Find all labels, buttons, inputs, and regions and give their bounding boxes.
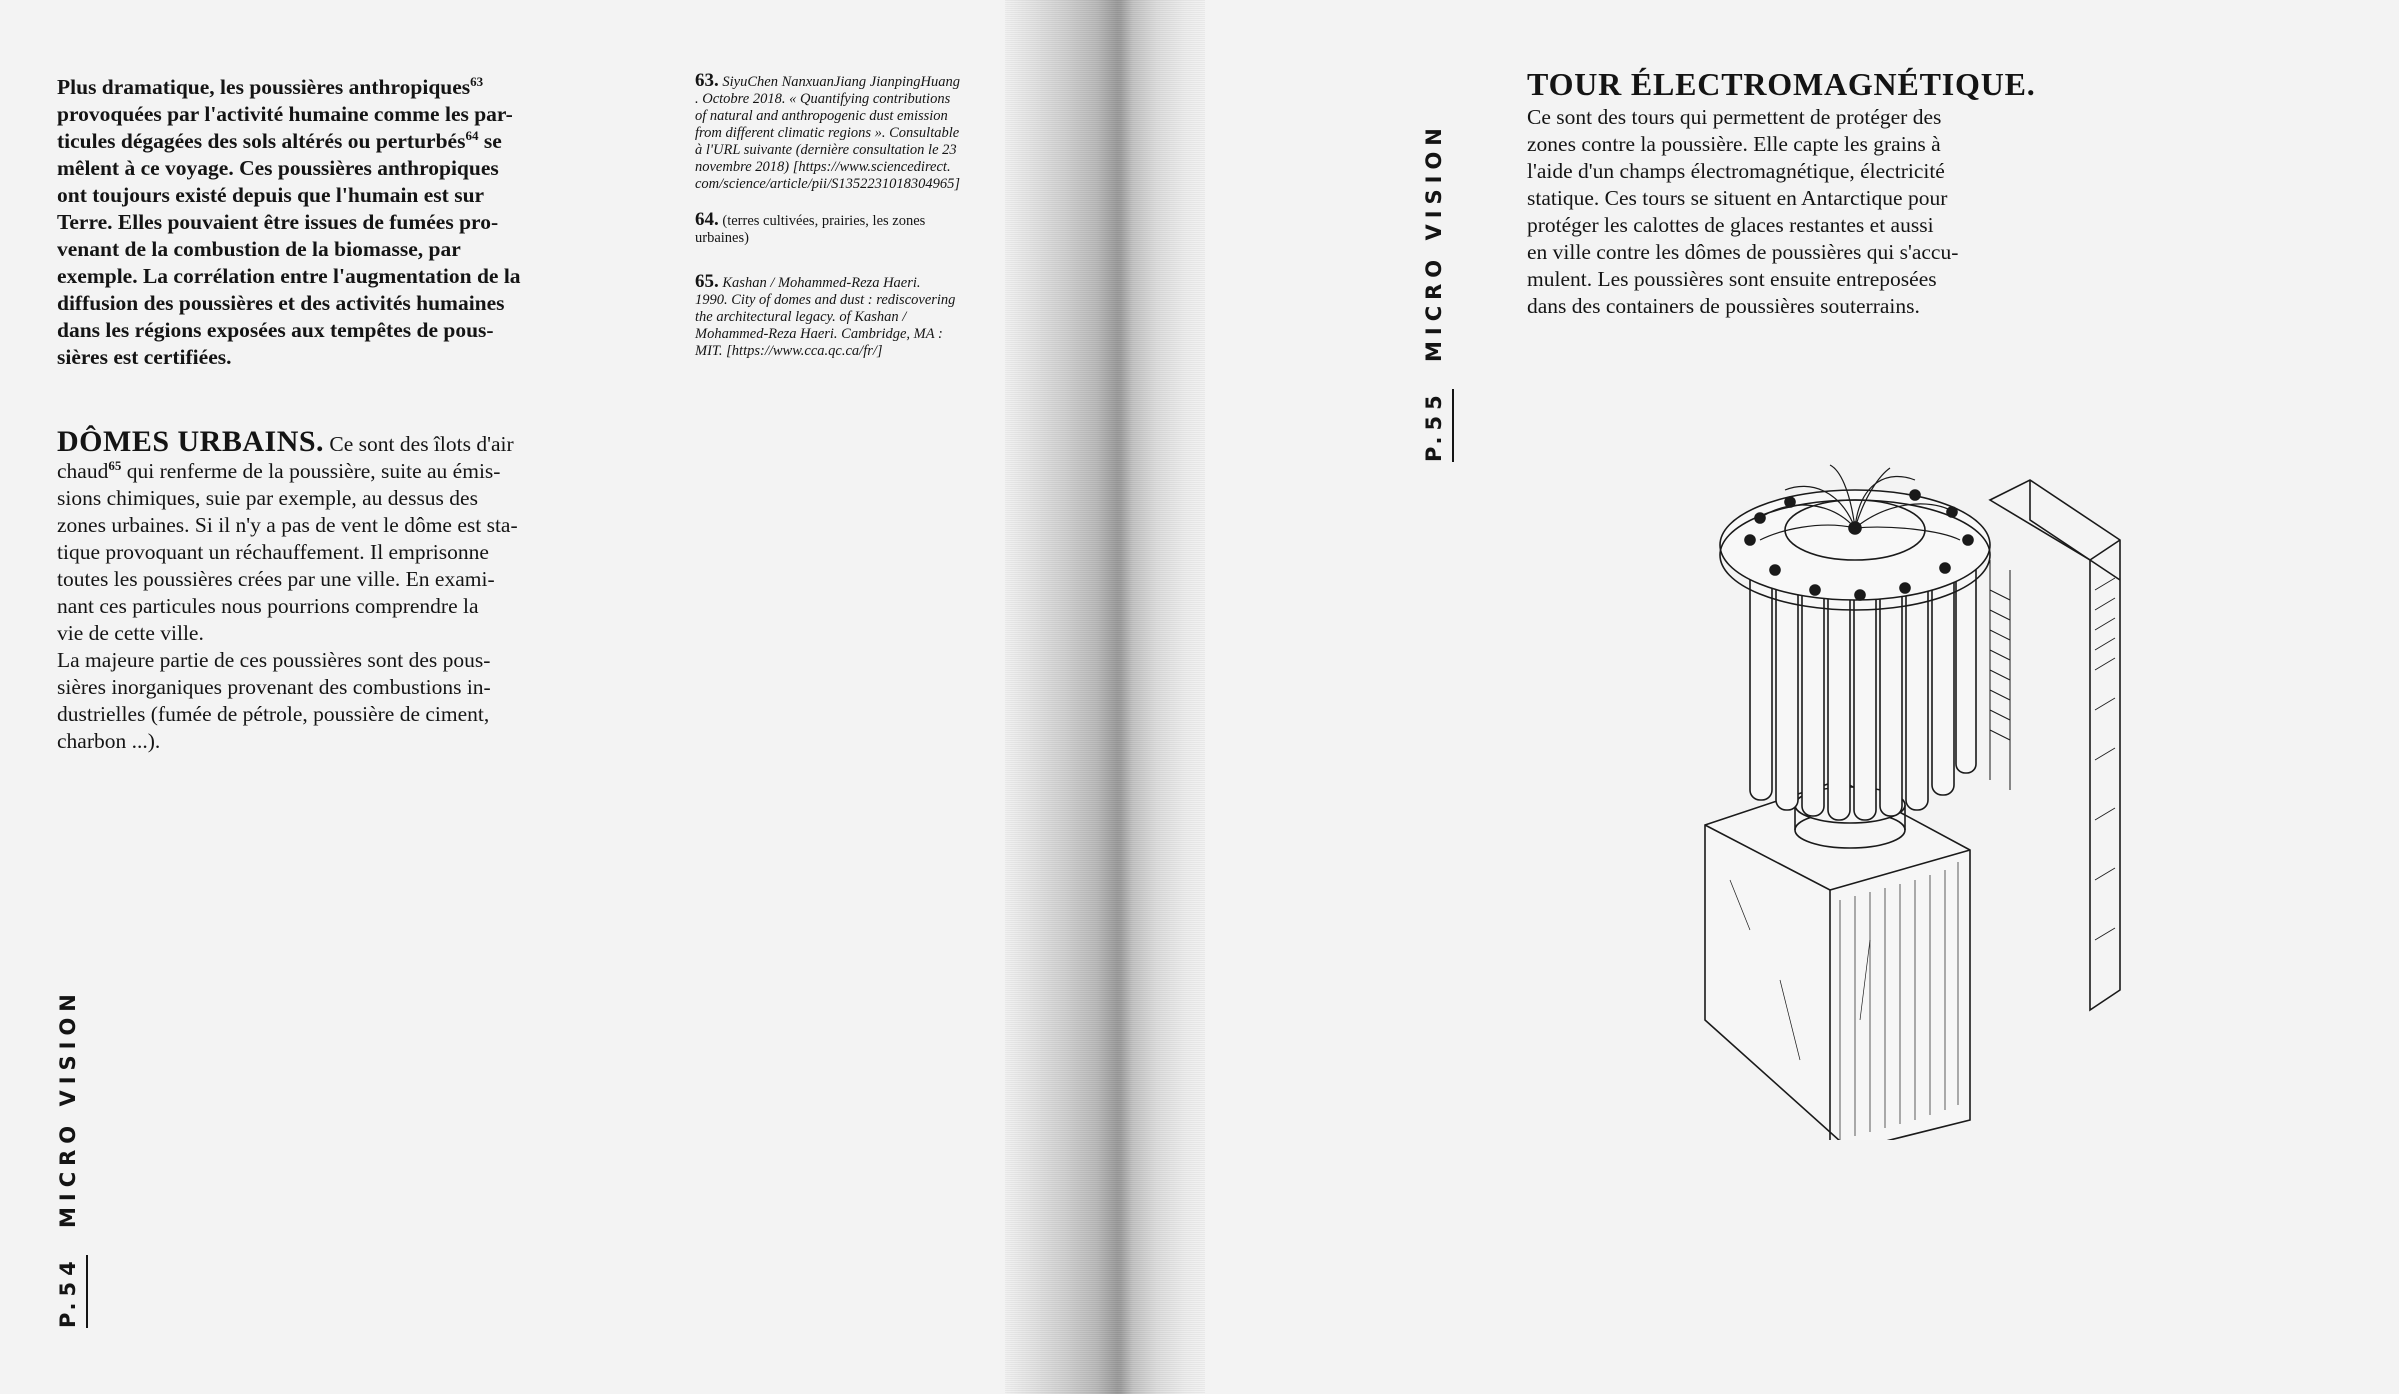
footnote-line: Mohammed-Reza Haeri. Cambridge, MA :: [695, 326, 943, 342]
section-label: MICRO VISION: [56, 988, 80, 1228]
footnote-line: of natural and anthropogenic dust emission: [695, 108, 948, 124]
footnote-line: the architectural legacy. of Kashan /: [695, 309, 907, 325]
section-label: MICRO VISION: [1422, 122, 1446, 362]
domes-line: DÔMES URBAINS. Ce sont des îlots d'air: [57, 425, 514, 458]
domes-line: toutes les poussières crées par une ville. En exami-: [57, 567, 495, 591]
tour-line: Ce sont des tours qui permettent de protéger des: [1527, 105, 1942, 129]
domes-line: nant ces particules nous pourrions comprendre la: [57, 594, 479, 618]
intro-line: ont toujours existé depuis que l'humain est sur: [57, 183, 485, 207]
footnote-line: . Octobre 2018. « Quantifying contributions: [695, 91, 951, 107]
footnote-line: SiyuChen NanxuanJiang JianpingHuang: [722, 74, 960, 90]
footnote-64: [695, 211, 995, 247]
tour-line: dans des containers de poussières souterrains.: [1527, 294, 1920, 318]
intro-line: Plus dramatique, les poussières anthropiques$^{63}$: [57, 73, 484, 99]
intro-line: dans les régions exposées aux tempêtes de pous-: [57, 318, 494, 342]
footnote-63: [695, 72, 995, 193]
tour-heading: TOUR ÉLECTROMAGNÉTIQUE.: [1527, 66, 2036, 102]
footnote-link[interactable]: MIT. [https://www.cca.qc.ca/fr/]: [695, 343, 883, 359]
page-number: P.54: [56, 1255, 88, 1328]
domes-line: sières inorganiques provenant des combustions in-: [57, 675, 491, 699]
domes-line: dustrielles (fumée de pétrole, poussière de ciment,: [57, 702, 490, 726]
tour-line: l'aide d'un champs électromagnétique, électricité: [1527, 159, 1945, 183]
footnote-line: from different climatic regions ». Consultable: [695, 125, 960, 141]
book-gutter: [1005, 0, 1205, 1394]
intro-line: venant de la combustion de la biomasse, par: [57, 237, 461, 261]
page-label-right: [1422, 92, 1446, 462]
domes-line: La majeure partie de ces poussières sont des pous-: [57, 648, 491, 672]
footnote-line: Kashan / Mohammed-Reza Haeri.: [722, 275, 921, 291]
intro-line: provoquées par l'activité humaine comme les par-: [57, 102, 513, 126]
tour-line: mulent. Les poussières sont ensuite entreposées: [1527, 267, 1937, 291]
tour-line: protéger les calottes de glaces restantes et aussi: [1527, 213, 1934, 237]
tour-line: en ville contre les dômes de poussières qui s'accu-: [1527, 240, 1959, 264]
footnote-line: 1990. City of domes and dust : rediscovering: [695, 292, 956, 308]
intro-line: diffusion des poussières et des activités humaines: [57, 291, 505, 315]
intro-paragraph: [57, 74, 570, 371]
footnotes: [695, 72, 995, 378]
footnote-65: [695, 273, 995, 360]
footnote-number: 64.: [695, 209, 719, 230]
footnote-line: urbaines): [695, 230, 749, 246]
tour-paragraph: [1527, 104, 2039, 320]
footnote-line: (terres cultivées, prairies, les zones: [722, 213, 926, 229]
intro-line: Terre. Elles pouvaient être issues de fumées pro-: [57, 210, 499, 234]
domes-line: tique provoquant un réchauffement. Il emprisonne: [57, 540, 489, 564]
intro-line: sières est certifiées.: [57, 345, 232, 369]
intro-line: ticules dégagées des sols altérés ou perturbés$^{64}$ se: [57, 127, 502, 153]
footnote-number: 65.: [695, 271, 719, 292]
footnote-ref-63[interactable]: 63: [470, 73, 484, 89]
intro-line: exemple. La corrélation entre l'augmentation de la: [57, 264, 521, 288]
page-label-left: [56, 958, 80, 1328]
footnote-line: à l'URL suivante (dernière consultation le 23: [695, 142, 957, 158]
domes-urbains-section: [57, 425, 570, 755]
domes-line: chaud$^{65}$ qui renferme de la poussière, suite au émis-: [57, 457, 501, 483]
page-number: P.55: [1422, 389, 1454, 462]
domes-line: zones urbaines. Si il n'y a pas de vent le dôme est sta-: [57, 513, 518, 537]
tour-line: zones contre la poussière. Elle capte les grains à: [1527, 132, 1941, 156]
electromagnetic-tower-illustration: [1690, 460, 2150, 1140]
footnote-link[interactable]: com/science/article/pii/S1352231018304965]: [695, 176, 960, 192]
domes-line: charbon ...).: [57, 729, 161, 753]
tour-line: statique. Ces tours se situent en Antarctique pour: [1527, 186, 1948, 210]
domes-line: vie de cette ville.: [57, 621, 204, 645]
footnote-number: 63.: [695, 70, 719, 91]
footnote-ref-64[interactable]: 64: [465, 127, 479, 143]
intro-line: mêlent à ce voyage. Ces poussières anthropiques: [57, 156, 499, 180]
domes-heading: DÔMES URBAINS.: [57, 425, 325, 458]
footnote-link[interactable]: novembre 2018) [https://www.sciencedirect.: [695, 159, 951, 175]
footnote-ref-65[interactable]: 65: [108, 457, 122, 473]
domes-line: sions chimiques, suie par exemple, au dessus des: [57, 486, 478, 510]
